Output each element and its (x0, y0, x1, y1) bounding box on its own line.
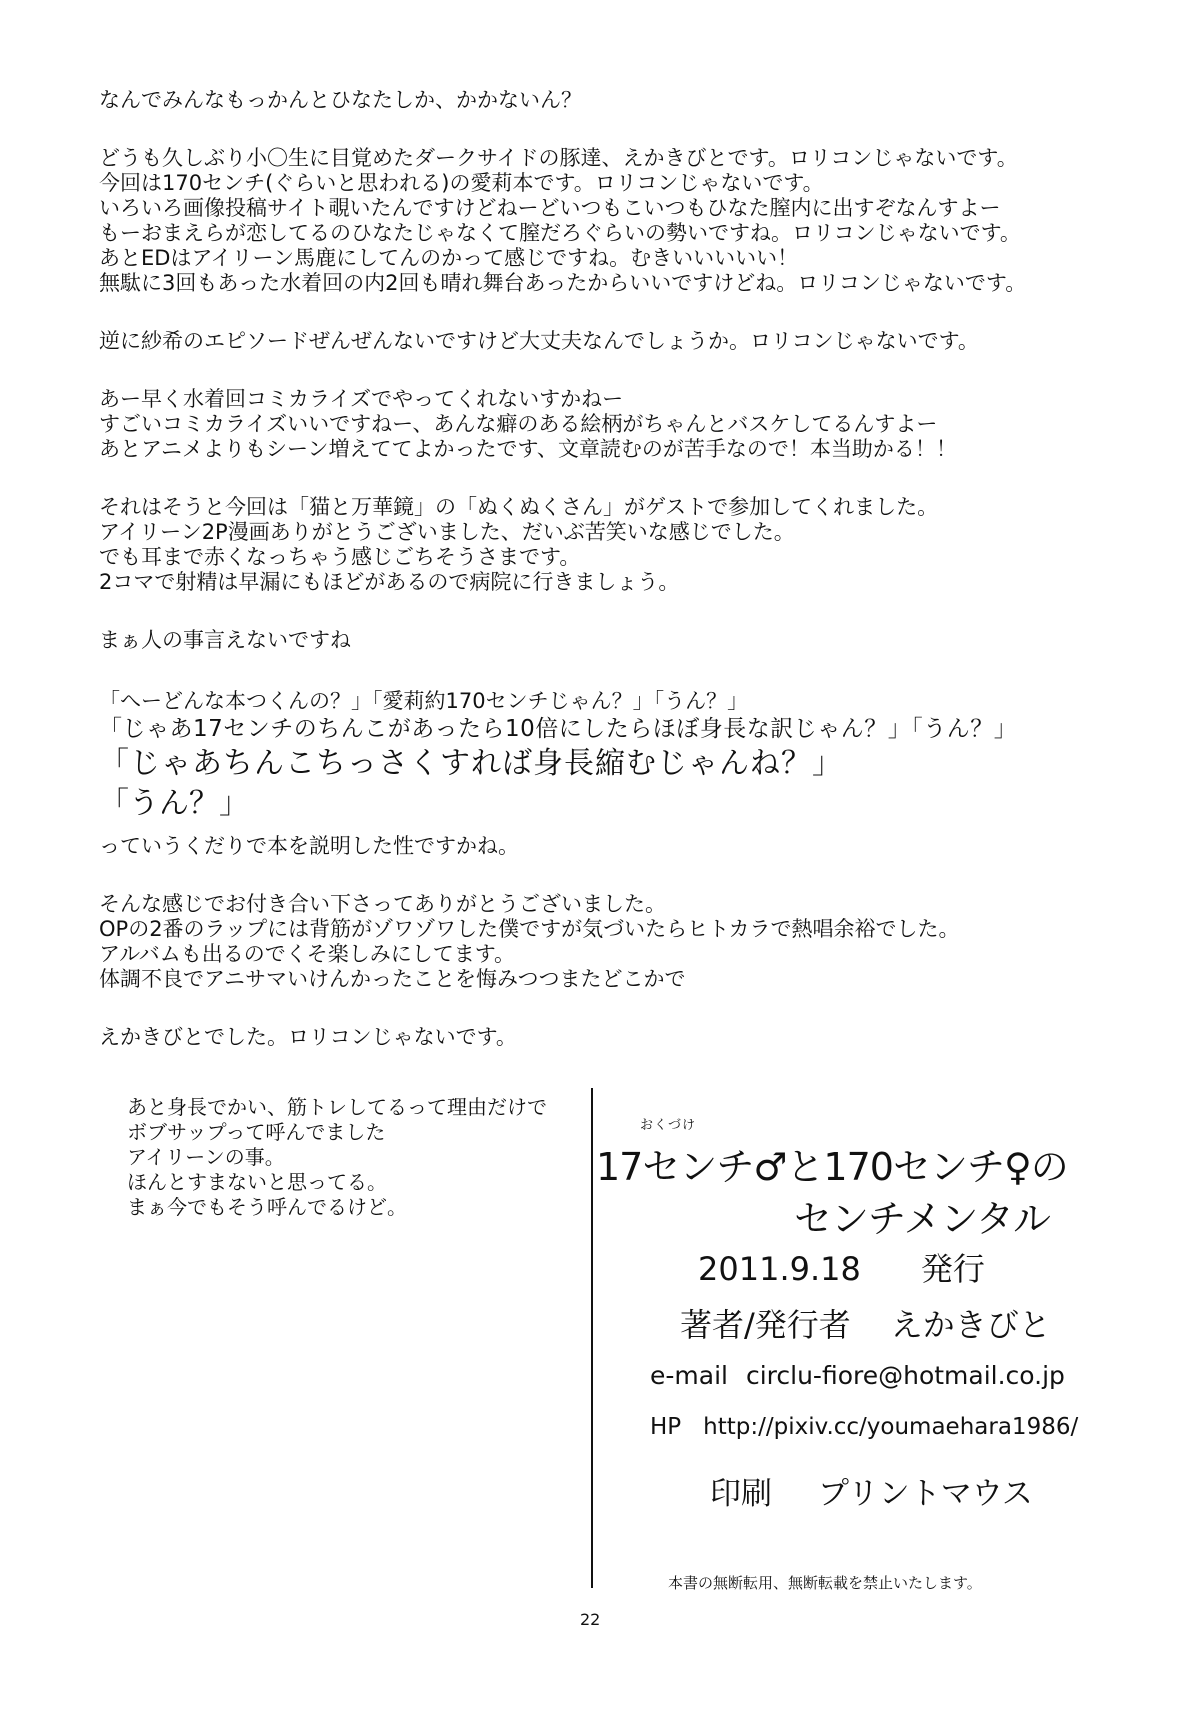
afterword-line: でも耳まで赤くなっちゃう感じごちそうさまです。 (99, 545, 581, 569)
printer-label: 印刷 (710, 1476, 772, 1512)
afterword-line: アイリーン2P漫画ありがとうございました、だいぶ苦笑いな感じでした。 (99, 520, 795, 544)
afterword-line: 2コマで射精は早漏にもほどがあるので病院に行きましょう。 (99, 570, 680, 594)
afterword-line: 体調不良でアニサマいけんかったことを悔みつつまたどこかで (99, 967, 686, 991)
homepage-row (650, 1414, 1078, 1440)
afterword-line: なんでみんなもっかんとひなたしか、かかないん？ (99, 88, 582, 112)
side-note-line: アイリーンの事。 (127, 1145, 285, 1169)
page-number: 22 (580, 1610, 601, 1629)
book-title-line2: センチメンタル (794, 1197, 1050, 1241)
afterword-line: っていうくだりで本を説明した性ですかね。 (99, 834, 519, 858)
afterword-line: 逆に紗希のエピソードぜんぜんないですけど大丈夫なんでしょうか。ロリコンじゃないです。 (99, 329, 979, 353)
publish-date: 2011.9.18 (698, 1250, 861, 1288)
publish-date-row (698, 1244, 985, 1290)
homepage-url: http://pixiv.cc/youmaehara1986/ (703, 1414, 1079, 1440)
afterword-line: 無駄に3回もあった水着回の内2回も晴れ舞台あったからいいですけどね。ロリコンじゃないです。 (99, 271, 1027, 295)
afterword-line: どうも久しぶり小〇生に目覚めたダークサイドの豚達、えかきびとです。ロリコンじゃないです。 (99, 146, 1018, 170)
afterword-line: まぁ人の事言えないですね (99, 628, 351, 652)
afterword-line: すごいコミカライズいいですねー、あんな癖のある絵柄がちゃんとバスケしてるんすよー (99, 412, 938, 436)
book-title-line1: 17センチ♂と170センチ♀の (596, 1145, 1068, 1189)
side-note-line: ボブサップって呼んでました (127, 1120, 386, 1144)
author-name: えかきびと (890, 1306, 1051, 1344)
side-note-line: あと身長でかい、筋トレしてるって理由だけで (127, 1095, 547, 1119)
email-label: e-mail (650, 1361, 728, 1390)
afterword-text (99, 88, 1119, 1050)
afterword-line: アルバムも出るのでくそ楽しみにしてます。 (99, 942, 516, 966)
copyright-notice: 本書の無断転用、無断転載を禁止いたします。 (668, 1574, 982, 1592)
publish-date-label: 発行 (920, 1250, 985, 1288)
side-note-line: まぁ今でもそう呼んでるけど。 (127, 1195, 407, 1219)
afterword-line: いろいろ画像投稿サイト覗いたんですけどねーどいつもこいつもひなた膣内に出すぞなんすよー (99, 196, 1001, 220)
printer-name: プリントマウス (818, 1476, 1033, 1512)
printer-row (710, 1468, 1033, 1513)
side-note (127, 1095, 587, 1220)
vertical-divider (591, 1088, 593, 1588)
afterword-line: えかきびとでした。ロリコンじゃないです。 (99, 1025, 517, 1049)
afterword-line: あとアニメよりもシーン増えててよかったです、文章読むのが苦手なので！本当助かる！！ (99, 437, 957, 461)
email-row (650, 1361, 1065, 1390)
afterword-line: あとEDはアイリーン馬鹿にしてんのかって感じですね。むきいいいいい！ (99, 246, 799, 270)
afterword-line: それはそうと今回は「猫と万華鏡」の「ぬくぬくさん」がゲストで参加してくれました。 (99, 495, 939, 519)
author-label: 著者/発行者 (680, 1306, 851, 1344)
afterword-line: OPの2番のラップには背筋がゾワゾワした僕ですが気づいたらヒトカラで熱唱余裕でした。 (99, 917, 960, 941)
homepage-label: HP (650, 1414, 682, 1440)
afterword-line: 今回は170センチ(ぐらいと思われる)の愛莉本です。ロリコンじゃないです。 (99, 171, 824, 195)
afterword-line: もーおまえらが恋してるのひなたじゃなくて膣だろぐらいの勢いですね。ロリコンじゃないです。 (99, 221, 1021, 245)
afterword-line: あー早く水着回コミカライズでやってくれないすかねー (99, 387, 624, 411)
author-row (680, 1300, 1051, 1346)
dialogue-line: 「うん？」 (99, 786, 249, 821)
email-address: circlu-fiore@hotmail.co.jp (745, 1361, 1065, 1390)
dialogue-line: 「へーどんな本つくんの？」「愛莉約170センチじゃん？」「うん？」 (99, 689, 749, 713)
colophon-ruby: おくづけ (640, 1118, 697, 1133)
side-note-line: ほんとすまないと思ってる。 (127, 1170, 387, 1194)
dialogue-line: 「じゃあちんこちっさくすれば身長縮むじゃんね？」 (99, 746, 843, 781)
afterword-line: そんな感じでお付き合い下さってありがとうございました。 (99, 892, 666, 916)
dialogue-line: 「じゃあ17センチのちんこがあったら10倍にしたらほぼ身長な訳じゃん？」「うん？」 (99, 716, 1018, 742)
